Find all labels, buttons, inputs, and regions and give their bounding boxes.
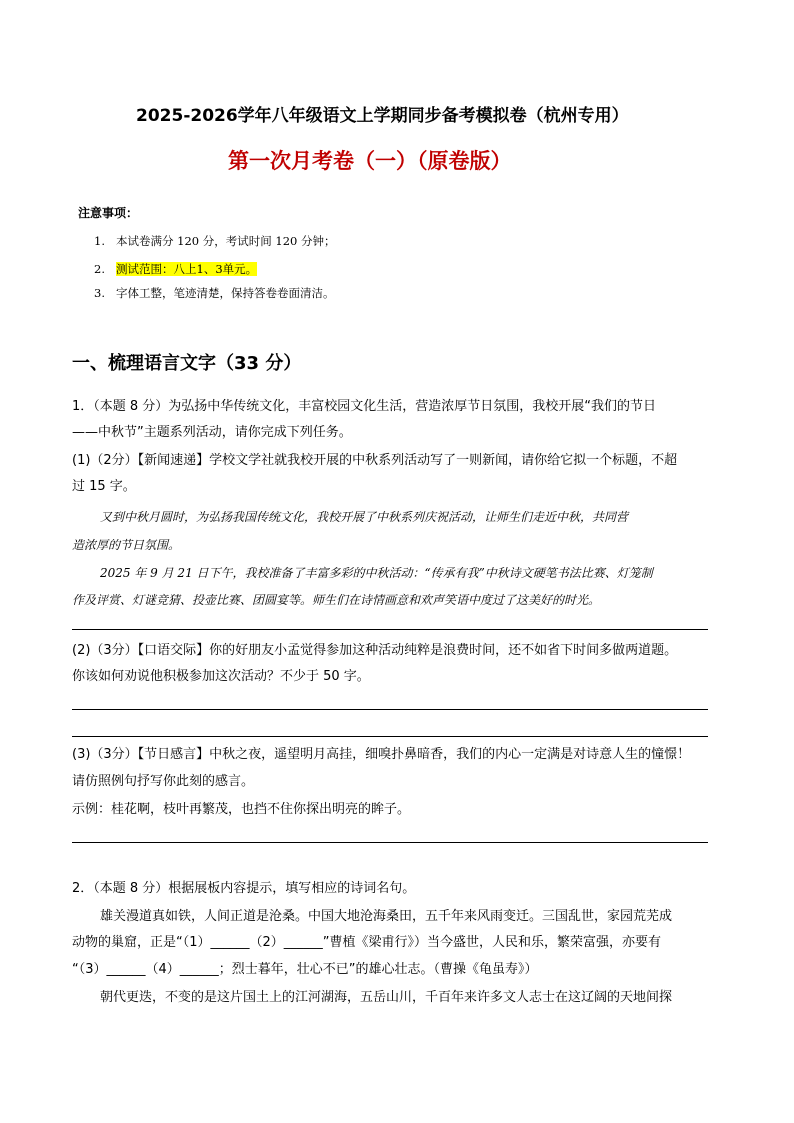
- news-paragraph-2: 2025 年 9 月 21 日下午，我校准备了丰富多彩的中秋活动：“传承有我”中秋诗文硬笔书法比赛、灯笼制: [100, 566, 653, 580]
- question-1-part-3: (3)（3分）【节日感言】中秋之夜，遥望明月高挂，细嗅扑鼻暗香，我们的内心一定满是对诗意人生的憧憬！: [72, 747, 691, 762]
- question-2-passage-cont: 动物的巢窟，正是“（1）______（2）______”曹植《梁甫行》）当今盛世，人民和乐，繁荣富强，亦要有: [72, 935, 662, 950]
- question-2-passage-2: 朝代更迭，不变的是这片国土上的江河湖海，五岳山川，千百年来许多文人志士在这辽阔的天地间探: [100, 990, 673, 1005]
- notice-item-number: 1.: [94, 234, 105, 248]
- question-1-intro-cont: ——中秋节”主题系列活动，请你完成下列任务。: [72, 425, 352, 440]
- notice-heading: 注意事项：: [78, 206, 139, 220]
- page-title: 2025-2026学年八年级语文上学期同步备考模拟卷（杭州专用）: [136, 106, 629, 126]
- notice-item: [94, 233, 336, 249]
- question-1-part-2: (2)（3分）【口语交际】你的好朋友小孟觉得参加这种活动纯粹是浪费时间，还不如省下时间多做两道题。: [72, 643, 678, 658]
- notice-item-number: 2.: [94, 262, 105, 276]
- news-paragraph: 又到中秋月圆时，为弘扬我国传统文化，我校开展了中秋系列庆祝活动，让师生们走近中秋，共同营: [100, 510, 629, 524]
- notice-item-text: 本试卷满分 120 分，考试时间 120 分钟；: [116, 234, 336, 248]
- answer-line[interactable]: [72, 629, 708, 630]
- question-2-intro: 2．（本题 8 分）根据展板内容提示，填写相应的诗词名句。: [72, 881, 416, 896]
- notice-item: [94, 285, 335, 301]
- notice-item-text: 字体工整，笔迹清楚，保持答卷卷面清洁。: [116, 286, 335, 300]
- answer-line[interactable]: [72, 709, 708, 710]
- news-paragraph-cont: 造浓厚的节日氛围。: [72, 538, 181, 552]
- answer-line[interactable]: [72, 842, 708, 843]
- section-heading: 一、梳理语言文字（33 分）: [72, 353, 302, 374]
- question-1-intro: 1．（本题 8 分）为弘扬中华传统文化，丰富校园文化生活，营造浓厚节日氛围，我校开展“我们的节日: [72, 399, 657, 414]
- question-1-part-1-cont: 过 15 字。: [72, 479, 136, 494]
- notice-item-text-highlighted: 测试范围：八上1、3单元。: [116, 262, 258, 276]
- question-1-example: 示例：桂花啊，枝叶再繁茂，也挡不住你探出明亮的眸子。: [72, 802, 411, 817]
- question-2-passage-cont: “（3）______（4）______；烈士暮年，壮心不已”的雄心壮志。（曹操《龟虽寿》）: [72, 962, 538, 977]
- question-1-part-2-cont: 你该如何劝说他积极参加这次活动？不少于 50 字。: [72, 669, 370, 684]
- notice-item: [94, 261, 257, 277]
- question-2-passage: 雄关漫道真如铁，人间正道是沧桑。中国大地沧海桑田，五千年来风雨变迁。三国乱世，家园荒芜成: [100, 909, 673, 924]
- question-1-part-1: (1)（2分）【新闻速递】学校文学社就我校开展的中秋系列活动写了一则新闻，请你给它拟一个标题，不超: [72, 453, 678, 468]
- page-subtitle: 第一次月考卷（一）（原卷版）: [228, 148, 512, 173]
- question-1-part-3-cont: 请仿照例句抒写你此刻的感言。: [72, 774, 255, 789]
- answer-line[interactable]: [72, 736, 708, 737]
- news-paragraph-2-cont: 作及评赏、灯谜竞猜、投壶比赛、团圆宴等。师生们在诗情画意和欢声笑语中度过了这美好的时光。: [72, 593, 601, 607]
- notice-item-number: 3.: [94, 286, 105, 300]
